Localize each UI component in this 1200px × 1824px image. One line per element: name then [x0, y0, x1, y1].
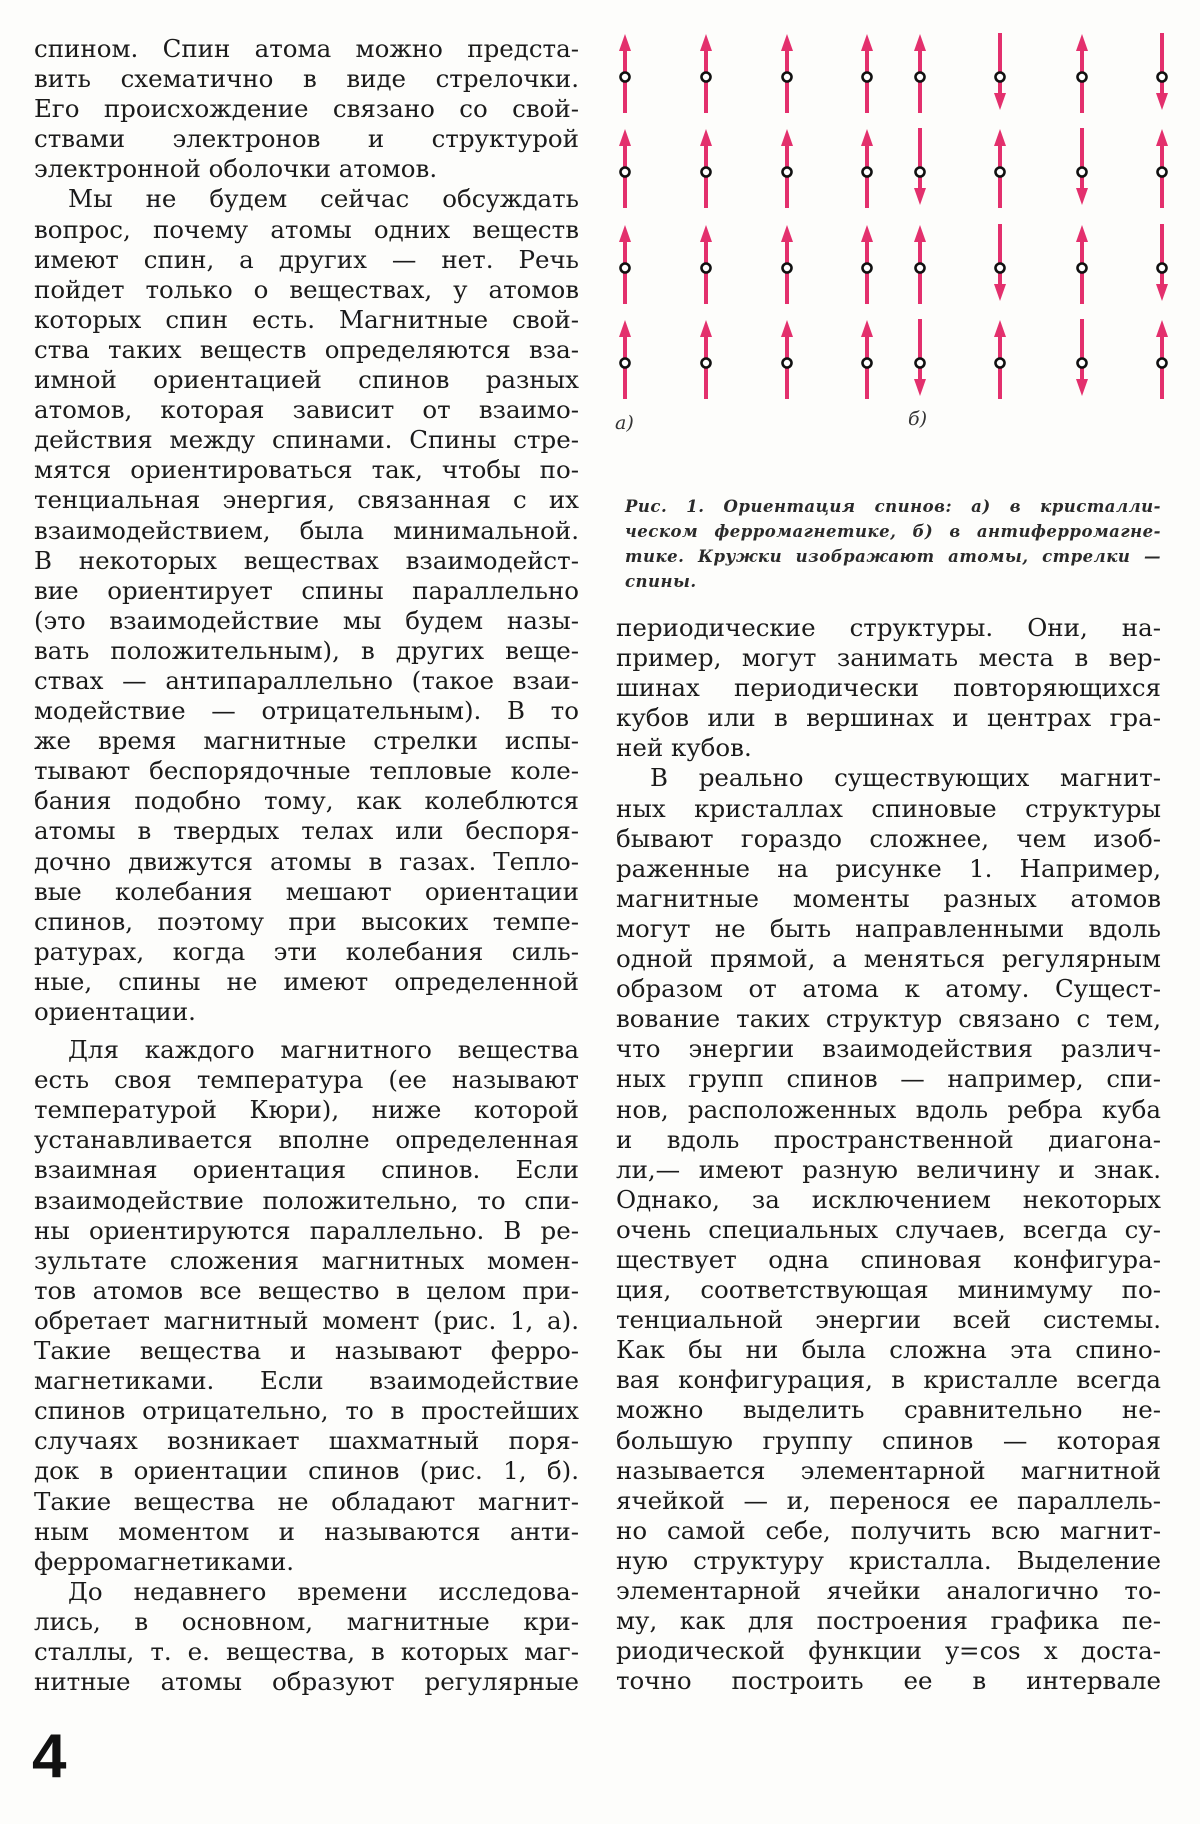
text-line: взаимодействие положительно, то спи- — [34, 1185, 579, 1215]
atom-circle-icon — [863, 359, 872, 368]
text-line: модействие — отрицательным). В то — [34, 696, 579, 726]
text-line: большую группу спинов — которая — [616, 1425, 1161, 1455]
text-line: ферромагнетиками. — [34, 1546, 295, 1576]
spin-arrow-up-icon — [781, 225, 793, 242]
text-line: пойдет только о веществах, у атомов — [34, 274, 579, 304]
spin-arrow-up-icon — [700, 129, 712, 146]
text-line: Как бы ни была сложна эта спино- — [616, 1335, 1161, 1365]
text-line: имной ориентацией спинов разных — [34, 365, 579, 395]
atom-circle-icon — [783, 264, 792, 273]
text-line: риодической функции y=cos x доста- — [616, 1636, 1161, 1666]
atom-circle-icon — [621, 359, 630, 368]
atom-circle-icon — [996, 168, 1005, 177]
spin-arrow-up-icon — [861, 320, 873, 337]
spin-arrow-up-icon — [994, 320, 1006, 337]
spin-arrow-up-icon — [1076, 225, 1088, 242]
atom-circle-icon — [1078, 264, 1087, 273]
text-line: нитные атомы образуют регулярные — [34, 1667, 579, 1697]
atom-circle-icon — [863, 168, 872, 177]
text-line: ства таких веществ определяются вза- — [34, 334, 579, 364]
spin-arrow-up-icon — [1156, 320, 1168, 337]
spin-arrow-down-icon — [914, 379, 926, 396]
text-line: тывают беспорядочные тепловые коле- — [34, 756, 579, 786]
text-line: спинов, поэтому при высоких темпе- — [34, 906, 579, 936]
text-line: вая конфигурация, в кристалле всегда — [616, 1365, 1161, 1395]
atom-circle-icon — [783, 168, 792, 177]
spin-arrow-up-icon — [861, 225, 873, 242]
text-line: ные, спины не имеют определенной — [34, 966, 579, 996]
figure-spin-orientation — [600, 20, 1200, 440]
atom-circle-icon — [863, 264, 872, 273]
label-ferromagnet: а) — [615, 412, 634, 434]
spin-arrow-up-icon — [781, 34, 793, 51]
text-line: ных групп спинов — например, спи- — [616, 1064, 1161, 1094]
atom-circle-icon — [1078, 359, 1087, 368]
atom-circle-icon — [996, 359, 1005, 368]
text-line: образом от атома к атому. Сущест- — [616, 974, 1161, 1004]
text-line: ли,— имеют разную величину и знак. — [616, 1154, 1161, 1184]
text-line: ную структуру кристалла. Выделение — [616, 1545, 1161, 1575]
atom-circle-icon — [702, 73, 711, 82]
text-line: мятся ориентироваться так, чтобы по- — [34, 455, 579, 485]
text-line: магнитные моменты разных атомов — [616, 883, 1161, 913]
spin-arrow-up-icon — [619, 34, 631, 51]
text-line: ствах — антипараллельно (такое взаи- — [34, 665, 579, 695]
atom-circle-icon — [1078, 73, 1087, 82]
text-line: До недавнего времени исследова- — [68, 1576, 579, 1606]
text-line: ны ориентируются параллельно. В ре- — [34, 1215, 579, 1245]
text-line: Однако, за исключением некоторых — [616, 1184, 1161, 1214]
text-line: спином. Спин атома можно предста- — [34, 34, 579, 63]
text-line: элементарной ячейки аналогично то- — [616, 1576, 1161, 1605]
atom-circle-icon — [1158, 359, 1167, 368]
text-line: Такие вещества не обладают магнит- — [34, 1486, 579, 1516]
text-line: действия между спинами. Спины стре- — [34, 425, 579, 455]
text-line: тенциальной энергии всей системы. — [616, 1305, 1161, 1335]
text-line: ней кубов. — [616, 733, 752, 763]
text-line: же время магнитные стрелки испы- — [34, 726, 579, 756]
atom-circle-icon — [702, 168, 711, 177]
caption-line: ческом ферромагнетике, б) в антиферромагне- — [625, 522, 1161, 541]
text-line: сталлы, т. е. вещества, в которых маг- — [34, 1636, 579, 1666]
spin-arrow-up-icon — [861, 34, 873, 51]
spin-arrow-up-icon — [700, 34, 712, 51]
spin-arrow-up-icon — [914, 34, 926, 51]
spin-arrow-up-icon — [914, 225, 926, 242]
spin-arrow-up-icon — [994, 129, 1006, 146]
text-line: ствами электронов и структурой — [34, 124, 579, 154]
spin-arrow-up-icon — [861, 129, 873, 146]
spin-arrow-up-icon — [1156, 129, 1168, 146]
text-line: имеют спин, а других — нет. Речь — [34, 244, 579, 274]
text-line: ратурах, когда эти колебания силь- — [34, 936, 579, 966]
text-line: дочно движутся атомы в газах. Тепло- — [34, 846, 579, 876]
text-line: (это взаимодействие мы будем назы- — [34, 605, 579, 635]
text-line: вопрос, почему атомы одних веществ — [34, 214, 579, 244]
caption-line: спины. — [625, 572, 697, 591]
atom-circle-icon — [1158, 264, 1167, 273]
page-number: 4 — [32, 1722, 67, 1791]
text-line: атомов, которая зависит от взаимо- — [34, 395, 579, 425]
text-line: пример, могут занимать места в вер- — [616, 643, 1161, 673]
text-line: бания подобно тому, как колеблются — [34, 786, 579, 816]
caption-line: тике. Кружки изображают атомы, стрелки — — [625, 547, 1161, 566]
atom-circle-icon — [916, 264, 925, 273]
text-line: лись, в основном, магнитные кри- — [34, 1606, 579, 1636]
text-line: взаимодействием, была минимальной. — [34, 515, 579, 545]
text-line: и вдоль пространственной диагона- — [616, 1124, 1161, 1154]
figure-caption — [625, 494, 1161, 594]
left-text-column — [34, 34, 579, 1697]
text-line: очень специальных случаев, всегда су- — [616, 1214, 1161, 1244]
spin-arrow-up-icon — [619, 225, 631, 242]
atom-circle-icon — [1078, 168, 1087, 177]
atom-circle-icon — [621, 73, 630, 82]
spin-arrow-up-icon — [781, 320, 793, 337]
text-line: могут не быть направленными вдоль — [616, 913, 1161, 943]
text-line: устанавливается вполне определенная — [34, 1125, 579, 1155]
atom-circle-icon — [916, 73, 925, 82]
text-line: вие ориентирует спины параллельно — [34, 575, 579, 605]
atom-circle-icon — [783, 73, 792, 82]
text-line: ществует одна спиновая конфигура- — [616, 1244, 1161, 1274]
atom-circle-icon — [996, 73, 1005, 82]
spin-arrow-down-icon — [1076, 188, 1088, 205]
text-line: док в ориентации спинов (рис. 1, б). — [34, 1456, 579, 1486]
text-line: которых спин есть. Магнитные свой- — [34, 304, 579, 334]
text-line: одной прямой, а меняться регулярным — [616, 944, 1161, 974]
spin-arrow-down-icon — [914, 188, 926, 205]
spin-arrow-down-icon — [994, 284, 1006, 301]
spin-arrow-down-icon — [1076, 379, 1088, 396]
atom-circle-icon — [621, 168, 630, 177]
text-line: что энергии взаимодействия различ- — [616, 1034, 1161, 1064]
atom-circle-icon — [702, 264, 711, 273]
caption-line: Рис. 1. Ориентация спинов: а) в кристалли- — [625, 497, 1161, 516]
text-line: можно выделить сравнительно не- — [616, 1395, 1161, 1425]
text-line: Для каждого магнитного вещества — [68, 1035, 579, 1065]
text-line: зультате сложения магнитных момен- — [34, 1245, 579, 1275]
text-line: ячейкой — и, перенося ее параллель- — [616, 1485, 1161, 1515]
spin-arrow-up-icon — [1076, 34, 1088, 51]
text-line: раженные на рисунке 1. Например, — [616, 853, 1161, 883]
text-line: шинах периодически повторяющихся — [616, 673, 1161, 703]
text-line: ных кристаллах спиновые структуры — [616, 793, 1161, 823]
spin-diagram — [600, 20, 1200, 440]
atom-circle-icon — [621, 264, 630, 273]
atom-circle-icon — [1158, 73, 1167, 82]
text-line: бывают гораздо сложнее, чем изоб- — [616, 823, 1161, 853]
spin-arrow-up-icon — [619, 129, 631, 146]
text-line: тенциальная энергия, связанная с их — [34, 485, 579, 515]
text-line: ция, соответствующая минимуму по- — [616, 1275, 1161, 1305]
atom-circle-icon — [1158, 168, 1167, 177]
text-line: Мы не будем сейчас обсуждать — [68, 184, 579, 214]
spin-arrow-up-icon — [781, 129, 793, 146]
text-line: Такие вещества и называют ферро- — [34, 1336, 579, 1366]
label-antiferromagnet: б) — [908, 408, 928, 430]
text-line: периодические структуры. Они, на- — [616, 613, 1161, 642]
spin-arrow-up-icon — [700, 225, 712, 242]
spin-arrow-up-icon — [619, 320, 631, 337]
text-line: кубов или в вершинах и центрах гра- — [616, 703, 1161, 733]
text-line: вые колебания мешают ориентации — [34, 876, 579, 906]
text-line: В реально существующих магнит- — [650, 763, 1161, 793]
text-line: ориентации. — [34, 997, 196, 1026]
text-line: магнетиками. Если взаимодействие — [34, 1366, 579, 1396]
text-line: обретает магнитный момент (рис. 1, а). — [34, 1305, 579, 1335]
text-line: спинов отрицательно, то в простейших — [34, 1396, 579, 1426]
atom-circle-icon — [783, 359, 792, 368]
text-line: случаях возникает шахматный поря- — [34, 1426, 579, 1456]
spin-arrow-down-icon — [1156, 284, 1168, 301]
atom-circle-icon — [916, 359, 925, 368]
atom-circle-icon — [702, 359, 711, 368]
text-line: вование таких структур связано с тем, — [616, 1004, 1161, 1034]
atom-circle-icon — [916, 168, 925, 177]
spin-arrow-down-icon — [994, 93, 1006, 110]
atom-circle-icon — [996, 264, 1005, 273]
text-line: точно построить ее в интервале — [616, 1666, 1161, 1696]
atom-circle-icon — [863, 73, 872, 82]
text-line: атомы в твердых телах или беспоря- — [34, 816, 579, 846]
spin-arrow-down-icon — [1156, 93, 1168, 110]
text-line: электронной оболочки атомов. — [34, 154, 438, 184]
text-line: Его происхождение связано со свой- — [34, 94, 579, 124]
text-line: называется элементарной магнитной — [616, 1455, 1161, 1485]
text-line: му, как для построения графика пе- — [616, 1606, 1161, 1636]
right-text-column — [616, 613, 1161, 1696]
text-line: есть своя температура (ее называют — [34, 1065, 579, 1095]
text-line: ным моментом и называются анти- — [34, 1516, 579, 1546]
text-line: взаимная ориентация спинов. Если — [34, 1155, 579, 1185]
text-line: но самой себе, получить всю магнит- — [616, 1515, 1161, 1545]
spin-arrow-up-icon — [700, 320, 712, 337]
text-line: температурой Кюри), ниже которой — [34, 1095, 579, 1125]
text-line: нов, расположенных вдоль ребра куба — [616, 1094, 1161, 1124]
text-line: В некоторых веществах взаимодейст- — [34, 545, 579, 575]
text-line: вать положительным), в других веще- — [34, 635, 579, 665]
text-line: вить схематично в виде стрелочки. — [34, 64, 579, 94]
text-line: тов атомов все вещество в целом при- — [34, 1275, 579, 1305]
